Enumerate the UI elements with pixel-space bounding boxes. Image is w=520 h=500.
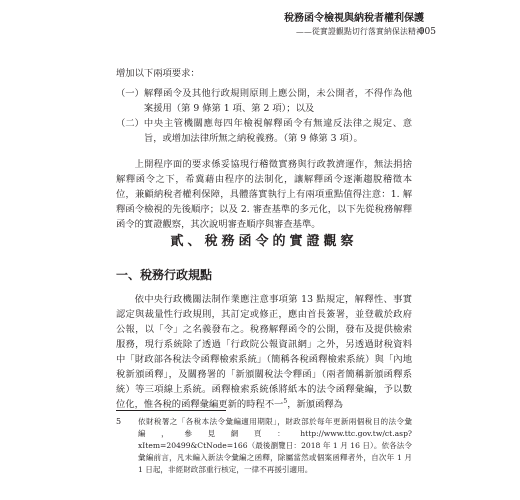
paragraph-tail: ，新頒函釋為 [287,399,343,410]
list-item-number: （二） [116,118,144,129]
footnote-reference[interactable]: 5 [283,397,288,405]
header-subtitle: ——從實證觀點切行落實納保法精神 [296,27,424,36]
footnote-number: 5 [116,417,122,426]
list-item [116,116,412,146]
list-item-text: 解釋函令及其他行政規則原則上應公開，未公開者，不得作為他案援用（第 9 條第 1 項、第 2 項）；以及 [143,88,412,114]
footnote-text: 依財稅署之「各稅本法令彙編適用期限」，財政部於每年更新兩個稅目的法令彙編，參見網頁：http://www.ttc.gov.tw/ct.asp?xItem=20499&CtNode=166（最後瀏覽日：2018 年 1 月 16 日）。依各法令彙編前言，凡未編入新法令彙編之函釋，除屬當然或個案函釋者外，自次年 1 月 1 日起，非經財政部重行核定，一律不再援引適用。 [138,417,412,474]
body-paragraph [116,292,412,412]
section-heading: 貳、稅務函令的實證觀察 [170,234,358,249]
footnote [116,416,412,476]
intro-text: 增加以下兩項要求： [116,68,200,79]
list-item-text: 中央主管機關應每四年檢視解釋函令有無違反法律之規定、意旨，或增加法律所無之納稅義務。（第 9 條第 3 項）。 [143,118,412,144]
paragraph-text: 依中央行政機關法制作業應注意事項第 13 點規定，解釋性、事實認定與裁量性行政規則，其訂定或修正，應由首長簽署，並登載於政府公報，以「令」之名義發布之。稅務解釋函令的公開，發布及提供檢索服務，現行系統除了透過「行政院公報資訊網」之外，另透過財稅資料中「財政部各稅法令函釋檢索系統」（簡稱各稅函釋檢索系統）與「內地稅新頒函釋」，及關務署的「新頒關稅法令釋函」（兩者簡稱新頒函釋系統）等三項線上系統。函釋檢索系統係將紙本的法令函釋彙編，予以數位化，惟各稅的函釋彙編更新的時程不一 [116,294,412,410]
list-item [116,86,412,116]
header-title: 稅務函令檢視與納稅者權利保護 [284,13,424,24]
subsection-heading: 一、稅務行政規點 [116,268,213,282]
list-item-number: （一） [116,88,144,99]
page-number: 005 [418,27,436,37]
body-paragraph: 上開程序面的要求係妥協現行稽徵實務與行政教濟運作，無法捐捨解釋函令之下，希冀藉由程序的法制化，讓解釋函令逐漸趨脫稽徵本位，兼顧納稅者權利保障，具體落實執行上有兩項重點值得注意：1. 解釋函令檢視的先後順序；以及 2. 審查基準的多元化，以下先從稅務解釋函令的實證觀察，其次說明審查順序與審查基準。 [116,159,412,230]
footnote-divider [116,410,226,411]
requirement-list [116,86,412,146]
running-header [112,12,424,38]
